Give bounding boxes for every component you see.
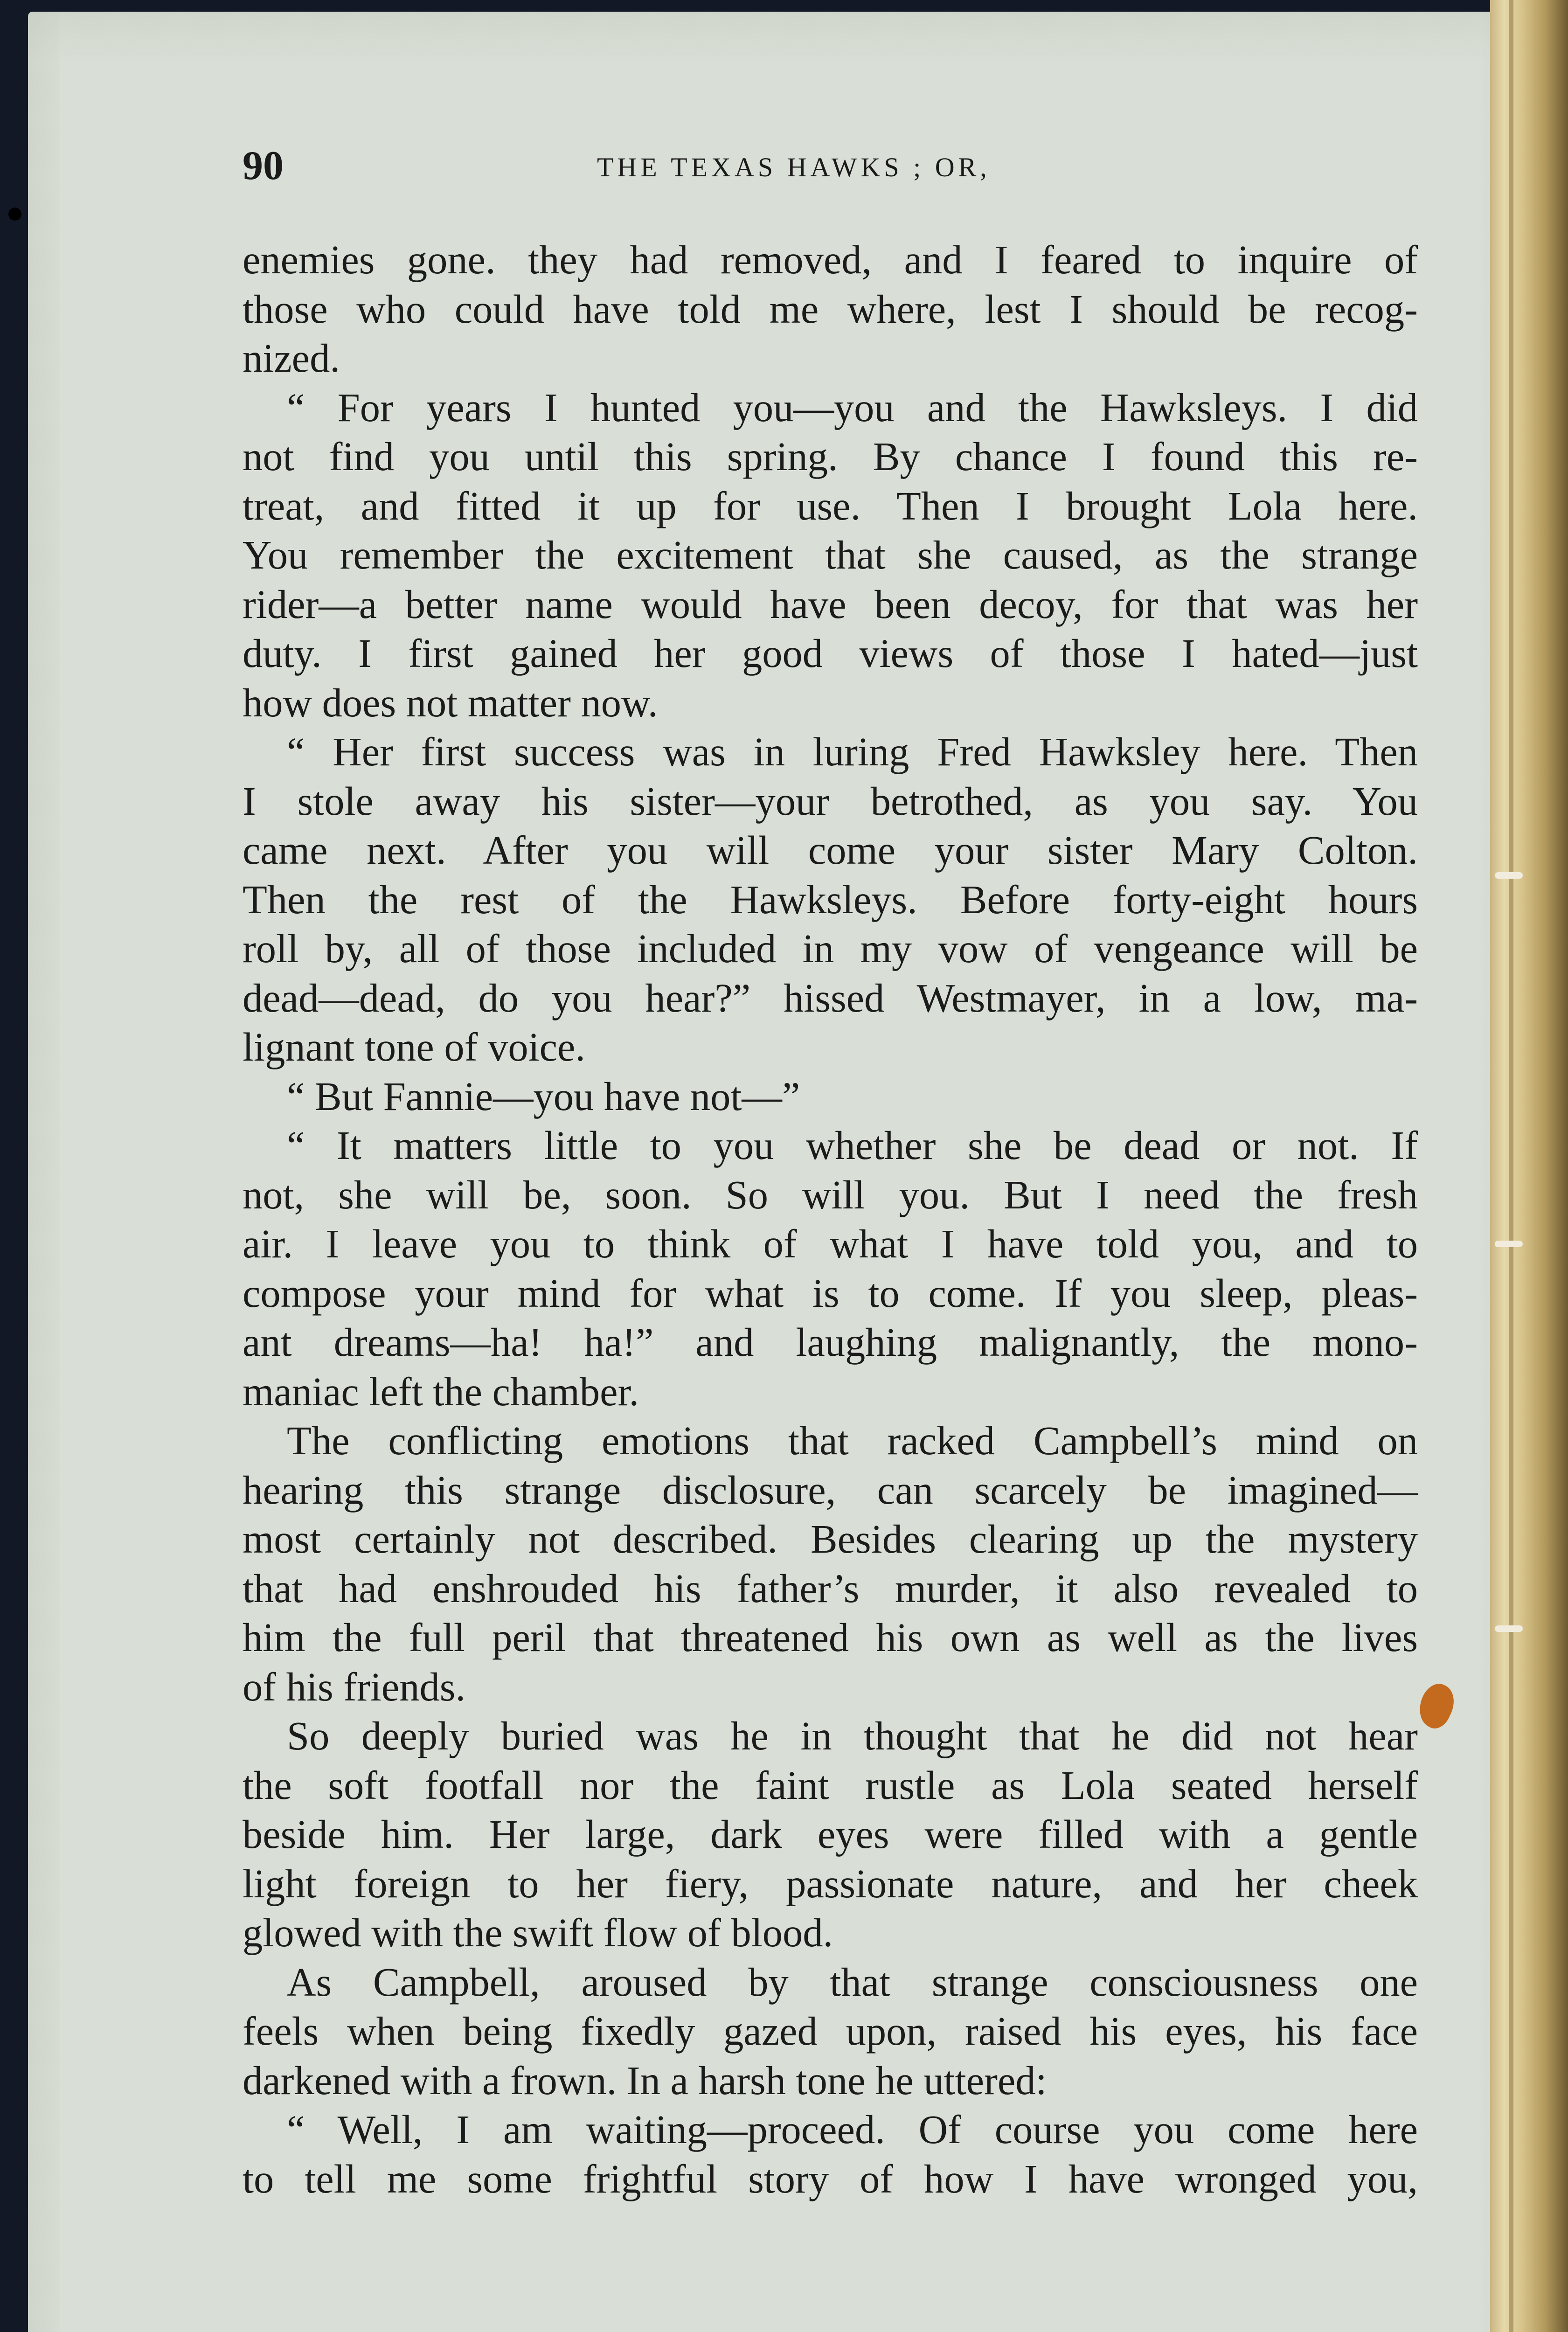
text-line: As Campbell, aroused by that strange consciousness one bbox=[287, 1959, 1418, 2005]
text-line: maniac left the chamber. bbox=[243, 1369, 639, 1414]
text-line: came next. After you will come your sister Mary Colton. bbox=[243, 828, 1418, 873]
text-line: You remember the excitement that she caused, as the strange bbox=[243, 533, 1418, 577]
text-line: ant dreams—ha! ha!” and laughing malignantly, the mono- bbox=[243, 1320, 1418, 1365]
text-line: him the full peril that threatened his own as well as the lives bbox=[243, 1615, 1418, 1660]
text-line: to tell me some frightful story of how I have wronged you, bbox=[243, 2156, 1418, 2201]
text-line: Then the rest of the Hawksleys. Before forty-eight hours bbox=[243, 877, 1418, 922]
text-line: So deeply buried was he in thought that he did not hear bbox=[287, 1714, 1418, 1758]
binding-thread bbox=[1495, 1241, 1523, 1247]
running-title: THE TEXAS HAWKS ; OR, bbox=[597, 152, 991, 182]
text-line: feels when being fixedly gazed upon, raised his eyes, his face bbox=[243, 2009, 1418, 2054]
binding-thread bbox=[1495, 1625, 1523, 1632]
text-line: rider—a better name would have been decoy, for that was her bbox=[243, 582, 1418, 627]
text-line: treat, and fitted it up for use. Then I brought Lola here. bbox=[243, 483, 1418, 528]
text-line: those who could have told me where, lest I should be recog- bbox=[243, 286, 1418, 332]
spine-edge bbox=[1509, 0, 1513, 2332]
text-line: hearing this strange disclosure, can scarcely be imagined— bbox=[243, 1467, 1418, 1513]
text-line: enemies gone. they had removed, and I feared to inquire of bbox=[243, 237, 1418, 282]
text-line: darkened with a frown. In a harsh tone he uttered: bbox=[243, 2058, 1047, 2103]
text-line: roll by, all of those included in my vow of vengeance will be bbox=[243, 926, 1418, 971]
text-line: dead—dead, do you hear?” hissed Westmayer, in a low, ma- bbox=[243, 975, 1418, 1020]
text-line: The conflicting emotions that racked Campbell’s mind on bbox=[287, 1418, 1418, 1463]
text-line: lignant tone of voice. bbox=[243, 1025, 586, 1069]
text-line: the soft footfall nor the faint rustle as Lola seated herself bbox=[243, 1763, 1418, 1808]
text-line: “ Her first success was in luring Fred Hawksley here. Then bbox=[287, 729, 1418, 774]
text-line: of his friends. bbox=[243, 1664, 466, 1709]
text-line: compose your mind for what is to come. If you sleep, pleas- bbox=[243, 1270, 1418, 1316]
text-line: duty. I first gained her good views of those I hated—just bbox=[243, 631, 1418, 676]
binding-thread bbox=[1495, 872, 1523, 879]
running-header bbox=[243, 142, 1427, 194]
text-line: not find you until this spring. By chance I found this re- bbox=[243, 434, 1418, 479]
text-line: most certainly not described. Besides clearing up the mystery bbox=[243, 1517, 1418, 1562]
text-line: that had enshrouded his father’s murder, it also revealed to bbox=[243, 1566, 1418, 1611]
text-line: glowed with the swift flow of blood. bbox=[243, 1910, 833, 1955]
text-line: beside him. Her large, dark eyes were filled with a gentle bbox=[243, 1812, 1418, 1857]
ink-dot bbox=[8, 208, 21, 221]
text-line: “ It matters little to you whether she be dead or not. If bbox=[287, 1123, 1418, 1168]
body-text bbox=[243, 236, 1418, 2204]
page-number: 90 bbox=[243, 143, 284, 188]
text-line: “ Well, I am waiting—proceed. Of course you come here bbox=[287, 2107, 1418, 2152]
text-line: air. I leave you to think of what I have told you, and to bbox=[243, 1222, 1418, 1266]
text-line: how does not matter now. bbox=[243, 680, 658, 725]
text-line: light foreign to her fiery, passionate nature, and her cheek bbox=[243, 1861, 1418, 1906]
text-line: I stole away his sister—your betrothed, as you say. You bbox=[243, 778, 1418, 824]
text-line: not, she will be, soon. So will you. But I need the fresh bbox=[243, 1172, 1418, 1217]
text-line: “ For years I hunted you—you and the Hawksleys. I did bbox=[287, 385, 1418, 430]
text-line: nized. bbox=[243, 336, 340, 381]
book-spine bbox=[1490, 0, 1568, 2332]
text-line: “ But Fannie—you have not—” bbox=[287, 1074, 800, 1119]
